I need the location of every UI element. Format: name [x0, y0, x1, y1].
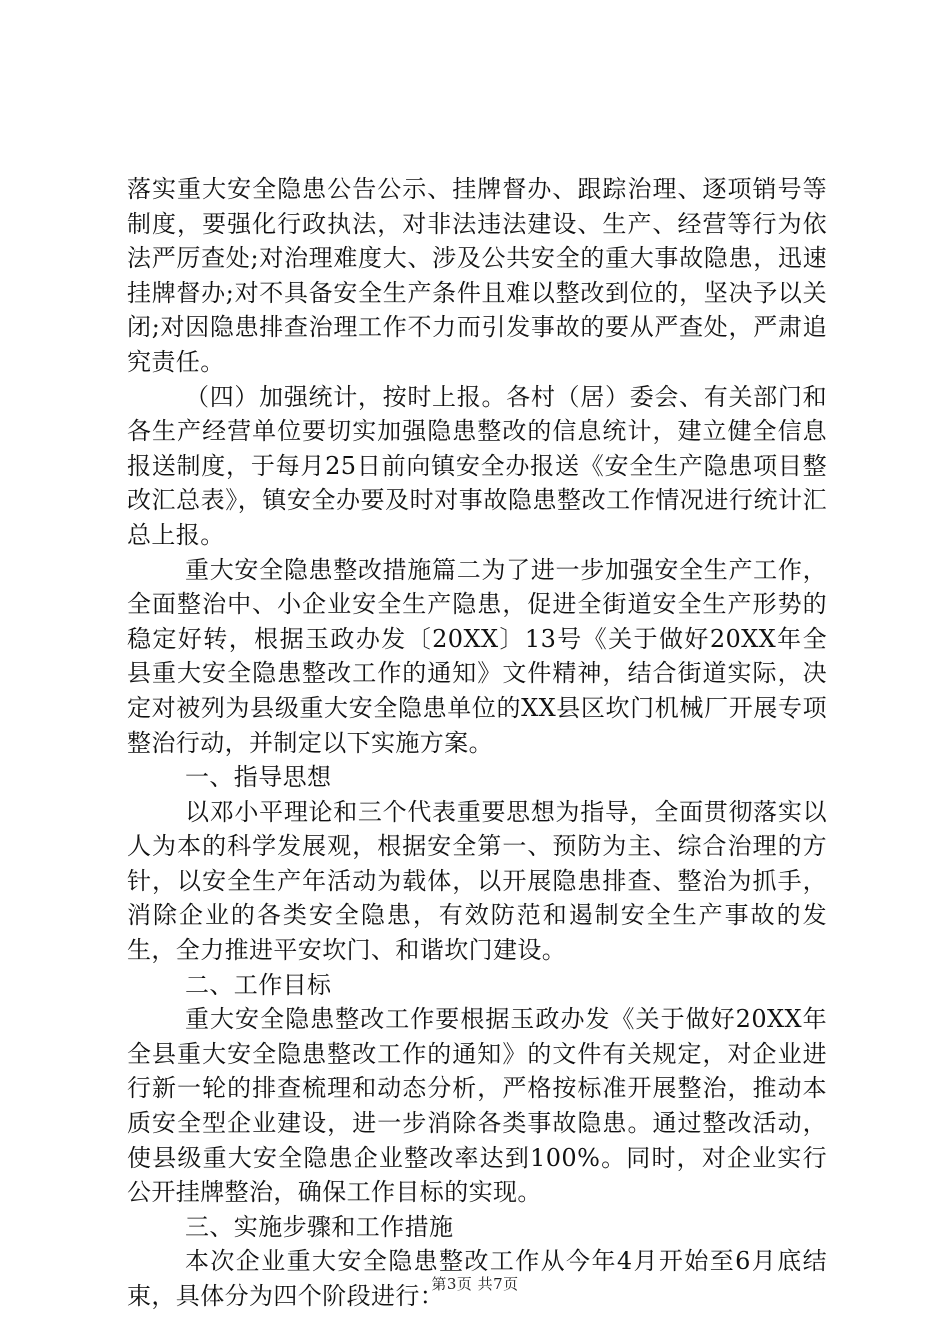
paragraph-1: 落实重大安全隐患公告公示、挂牌督办、跟踪治理、逐项销号等制度，要强化行政执法，对非法违法建设、生产、经营等行为依法严厉查处;对治理难度大、涉及公共安全的重大事故隐患，迅速挂牌督办;对不具备安全生产条件且难以整改到位的，坚决予以关闭;对因隐患排查治理工作不力而引发事故的要从严查处，严肃追究责任。: [127, 175, 827, 376]
paragraph-3: 重大安全隐患整改措施篇二为了进一步加强安全生产工作，全面整治中、小企业安全生产隐患，促进全街道安全生产形势的稳定好转，根据玉政办发〔20XX〕13号《关于做好20XX年全县重大安全隐患整改工作的通知》文件精神，结合街道实际，决定对被列为县级重大安全隐患单位的XX县区坎门机械厂开展专项整治行动，并制定以下实施方案。: [127, 555, 827, 757]
paragraph-4: 以邓小平理论和三个代表重要思想为指导，全面贯彻落实以人为本的科学发展观，根据安全第一、预防为主、综合治理的方针，以安全生产年活动为载体，以开展隐患排查、整治为抓手，消除企业的各类安全隐患，有效防范和遏制安全生产事故的发生，全力推进平安坎门、和谐坎门建设。: [127, 797, 827, 965]
section-heading-1: 一、指导思想: [185, 763, 332, 792]
document-body: [127, 172, 827, 1314]
section-heading-3: 三、实施步骤和工作措施: [185, 1212, 454, 1241]
section-heading-2: 二、工作目标: [185, 970, 332, 999]
page-number-label: 第3页 共7页: [431, 1275, 519, 1293]
paragraph-6: 本次企业重大安全隐患整改工作从今年4月开始至6月底结束，具体分为四个阶段进行：: [127, 1247, 827, 1310]
paragraph-2: （四）加强统计，按时上报。各村（居）委会、有关部门和各生产经营单位要切实加强隐患整改的信息统计，建立健全信息报送制度，于每月25日前向镇安全办报送《安全生产隐患项目整改汇总表》，镇安全办要及时对事故隐患整改工作情况进行统计汇总上报。: [127, 382, 827, 549]
page-footer: [0, 1274, 950, 1294]
paragraph-5: 重大安全隐患整改工作要根据玉政办发《关于做好20XX年全县重大安全隐患整改工作的通知》的文件有关规定，对企业进行新一轮的排查梳理和动态分析，严格按标准开展整治，推动本质安全型企业建设，进一步消除各类事故隐患。通过整改活动，使县级重大安全隐患企业整改率达到100%。同时，对企业实行公开挂牌整治，确保工作目标的实现。: [127, 1005, 827, 1207]
